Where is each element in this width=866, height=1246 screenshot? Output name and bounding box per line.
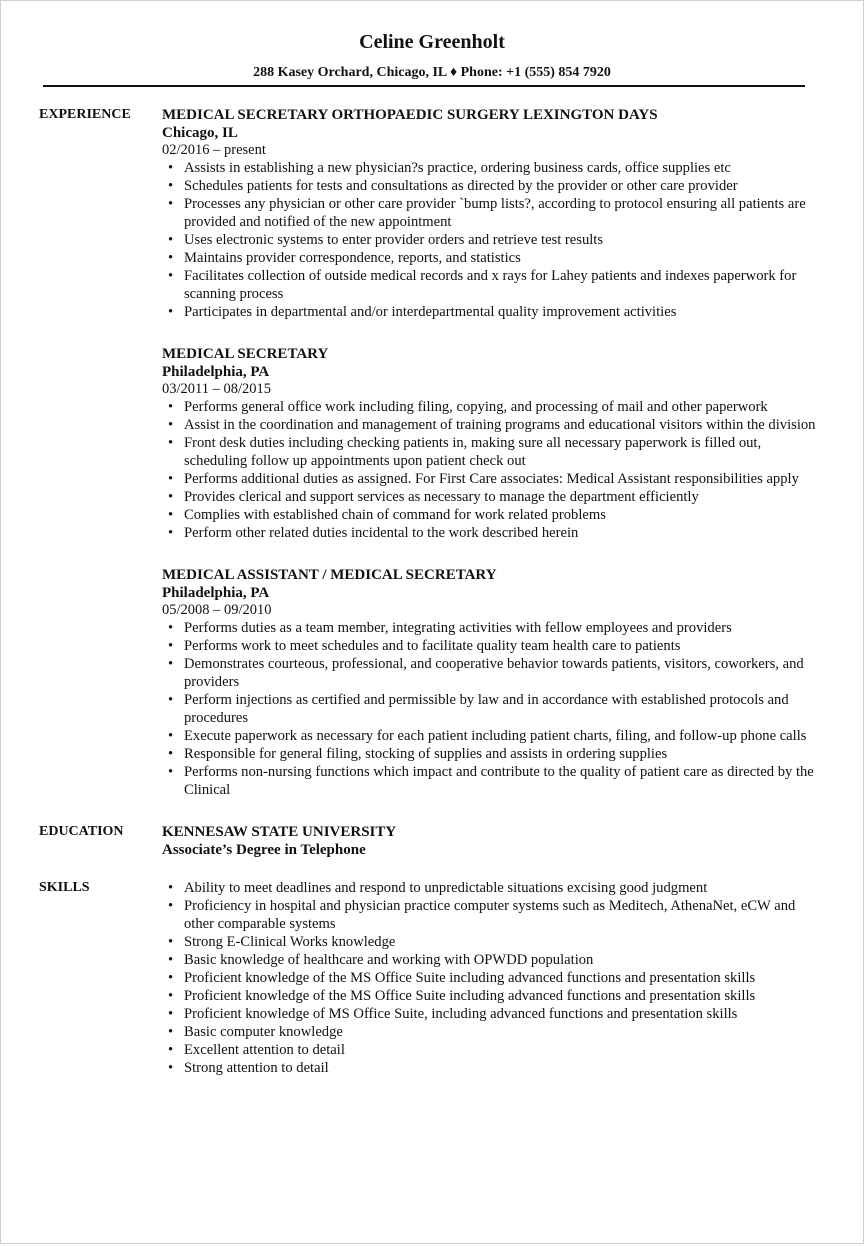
experience-label: EXPERIENCE xyxy=(39,107,131,122)
job-entry xyxy=(162,566,823,799)
bullet-item: • Performs work to meet schedules and to facilitate quality team health care to patients xyxy=(162,637,823,655)
bullet-item: • Complies with established chain of command for work related problems xyxy=(162,506,823,524)
bullet-item: • Perform injections as certified and permissible by law and in accordance with established protocols and procedures xyxy=(162,691,823,727)
bullet-item: • Facilitates collection of outside medical records and x rays for Lahey patients and indexes paperwork for scanning process xyxy=(162,267,823,303)
degree: Associate’s Degree in Telephone xyxy=(162,842,366,858)
bullet-item: • Assist in the coordination and management of training programs and educational visitors within the division xyxy=(162,416,823,434)
bullet-item: • Performs additional duties as assigned. For First Care associates: Medical Assistant responsibilities apply xyxy=(162,470,823,488)
skill-item: • Proficiency in hospital and physician practice computer systems such as Meditech, AthenaNet, eCW and other comparable systems xyxy=(162,897,823,933)
skill-item: • Proficient knowledge of MS Office Suite, including advanced functions and presentation skills xyxy=(162,1005,823,1023)
resume-header xyxy=(1,1,863,87)
bullet-item: • Uses electronic systems to enter provider orders and retrieve test results xyxy=(162,231,823,249)
job-location: Philadelphia, PA xyxy=(162,585,270,601)
skill-item: • Excellent attention to detail xyxy=(162,1041,823,1059)
header-divider xyxy=(43,85,805,87)
bullet-item: • Performs non-nursing functions which impact and contribute to the quality of patient care as directed by the Clinical xyxy=(162,763,823,799)
job-bullets xyxy=(162,619,823,799)
bullet-item: • Demonstrates courteous, professional, and cooperative behavior towards patients, visitors, coworkers, and providers xyxy=(162,655,823,691)
skill-item: • Strong attention to detail xyxy=(162,1059,823,1077)
bullet-item: • Perform other related duties incidental to the work described herein xyxy=(162,524,823,542)
job-entry xyxy=(162,106,823,321)
bullet-item: • Participates in departmental and/or interdepartmental quality improvement activities xyxy=(162,303,823,321)
job-bullets xyxy=(162,398,823,542)
experience-section xyxy=(1,106,863,799)
job-title: MEDICAL ASSISTANT / MEDICAL SECRETARY xyxy=(162,567,497,583)
job-title: MEDICAL SECRETARY xyxy=(162,346,329,362)
job-dates: 02/2016 – present xyxy=(162,142,266,158)
job-dates: 05/2008 – 09/2010 xyxy=(162,602,272,618)
job-title: MEDICAL SECRETARY ORTHOPAEDIC SURGERY LEXINGTON DAYS xyxy=(162,107,658,123)
skills-label: SKILLS xyxy=(39,880,90,895)
job-location: Chicago, IL xyxy=(162,125,238,141)
bullet-item: • Provides clerical and support services as necessary to manage the department efficiently xyxy=(162,488,823,506)
school-name: KENNESAW STATE UNIVERSITY xyxy=(162,824,397,840)
skill-item: • Proficient knowledge of the MS Office Suite including advanced functions and presentation skills xyxy=(162,969,823,987)
job-dates: 03/2011 – 08/2015 xyxy=(162,381,272,397)
skills-list xyxy=(162,879,823,1077)
skill-item: • Ability to meet deadlines and respond to unpredictable situations excising good judgment xyxy=(162,879,823,897)
bullet-item: • Performs duties as a team member, integrating activities with fellow employees and providers xyxy=(162,619,823,637)
bullet-item: • Schedules patients for tests and consultations as directed by the provider or other care provider xyxy=(162,177,823,195)
bullet-item: • Front desk duties including checking patients in, making sure all necessary paperwork is filled out, scheduling follow up appointments upon patient check out xyxy=(162,434,823,470)
skill-item: • Strong E-Clinical Works knowledge xyxy=(162,933,823,951)
bullet-item: • Execute paperwork as necessary for each patient including patient charts, filing, and follow-up phone calls xyxy=(162,727,823,745)
skill-item: • Proficient knowledge of the MS Office Suite including advanced functions and presentation skills xyxy=(162,987,823,1005)
skills-section xyxy=(1,879,863,1077)
skill-item: • Basic computer knowledge xyxy=(162,1023,823,1041)
job-location: Philadelphia, PA xyxy=(162,364,270,380)
education-section xyxy=(1,823,863,859)
contact-line: 288 Kasey Orchard, Chicago, IL ♦ Phone: +1 (555) 854 7920 xyxy=(253,65,611,80)
bullet-item: • Processes any physician or other care provider `bump lists?, according to protocol ensuring all patients are provided and notified of the new appointment xyxy=(162,195,823,231)
candidate-name: Celine Greenholt xyxy=(359,31,505,53)
skill-item: • Basic knowledge of healthcare and working with OPWDD population xyxy=(162,951,823,969)
education-label: EDUCATION xyxy=(39,824,124,839)
bullet-item: • Performs general office work including filing, copying, and processing of mail and other paperwork xyxy=(162,398,823,416)
job-bullets xyxy=(162,159,823,321)
bullet-item: • Responsible for general filing, stocking of supplies and assists in ordering supplies xyxy=(162,745,823,763)
bullet-item: • Assists in establishing a new physician?s practice, ordering business cards, office supplies etc xyxy=(162,159,823,177)
bullet-item: • Maintains provider correspondence, reports, and statistics xyxy=(162,249,823,267)
job-entry xyxy=(162,345,823,542)
